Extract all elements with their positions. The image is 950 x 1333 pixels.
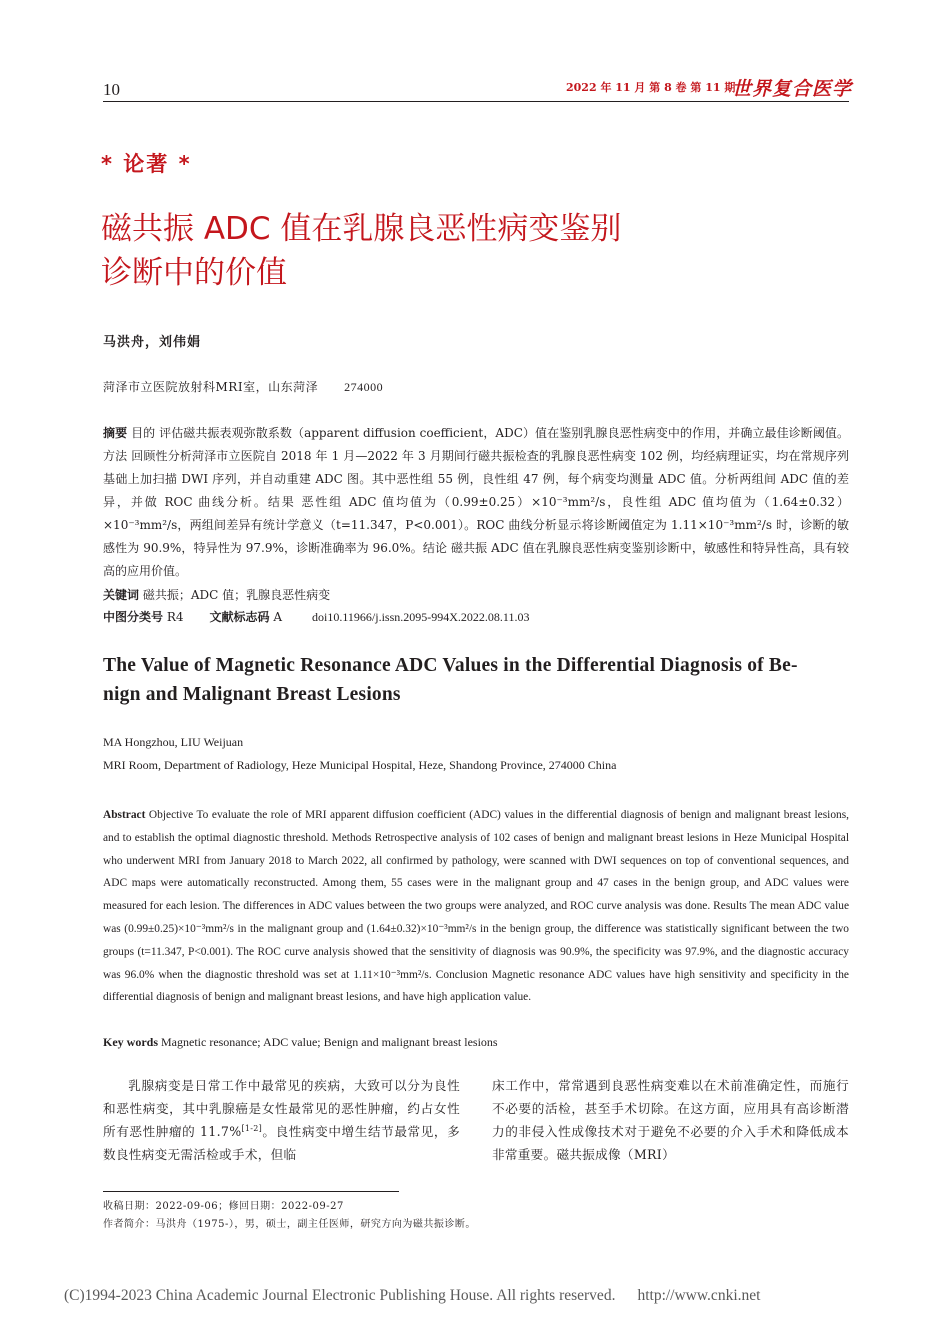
abstract-cn-label: 摘要 [103, 426, 128, 440]
body-column-2: 床工作中，常常遇到良恶性病变难以在术前准确定性，而施行不必要的活检，甚至手术切除。在这方面，应用具有高诊断潜力的非侵入性成像技术对于避免不必要的介入手术和降低成本非常重要。磁共振成像（MRI） [492, 1078, 849, 1162]
copyright-text: (C)1994-2023 China Academic Journal Electronic Publishing House. All rights reserved. [64, 1287, 616, 1304]
footnote-author-bio: 作者简介：马洪舟（1975-），男，硕士，副主任医师，研究方向为磁共振诊断。 [103, 1219, 476, 1230]
postcode: 274000 [344, 380, 384, 394]
doc-code-value: A [273, 610, 283, 624]
body-col1-text-b: 。良性病变中增生结节最常见，多数良性病变无需活检或手术，但临 [103, 1124, 460, 1162]
article-title [101, 207, 821, 295]
affiliation-en: MRI Room, Department of Radiology, Heze Municipal Hospital, Heze, Shandong Province, 274000 China [103, 758, 617, 772]
cnki-link[interactable]: http://www.cnki.net [637, 1287, 761, 1304]
title-line-1: 磁共振 ADC 值在乳腺良恶性病变鉴别 [101, 211, 622, 247]
keywords-en [103, 1031, 849, 1053]
page-number: 10 [103, 80, 120, 99]
keywords-cn [103, 584, 849, 606]
clc-value: R4 [166, 610, 184, 624]
issue-info: 2022 年 11 月 第 8 卷 第 11 期 [566, 81, 736, 94]
title-en [103, 651, 849, 709]
body-col1-text-a: 乳腺病变是日常工作中最常见的疾病，大致可以分为良性和恶性病变，其中乳腺癌是女性最常见的恶性肿瘤，约占女性所有恶性肿瘤的 11.7% [103, 1078, 460, 1139]
footnote-rule [103, 1191, 399, 1192]
footnote-dates: 收稿日期：2022-09-06；修回日期：2022-09-27 [103, 1201, 344, 1212]
header-rule [103, 101, 849, 102]
copyright-notice [64, 1287, 760, 1305]
keywords-en-text: Magnetic resonance; ADC value; Benign and malignant breast lesions [161, 1035, 498, 1049]
keywords-en-label: Key words [103, 1035, 158, 1049]
section-label: * 论著 * [101, 152, 192, 176]
title-line-2: 诊断中的价值 [101, 255, 287, 291]
body-column-1 [103, 1074, 460, 1166]
abstract-en-label: Abstract [103, 809, 146, 821]
authors-cn: 马洪舟，刘伟娟 [103, 335, 202, 350]
journal-logo: 世界复合医学 [732, 78, 853, 100]
abstract-cn-text: 目的 评估磁共振表观弥散系数（apparent diffusion coefficient，ADC）值在鉴别乳腺良恶性病变中的作用，并确立最佳诊断阈值。方法 回顾性分析菏泽市立医院自 2018 年 1 月—2022 年 3 月期间行磁共振检查的乳腺良恶性病变 102 例，均经病理证实，均在常规序列基础上加扫描 DWI 序列，并自动重建 ADC 图。其中恶性组 55 例，良性组 47 例，每个病变均测量 ADC 值。分析两组间 ADC 值的差异，并做 ROC 曲线分析。结果 恶性组 ADC 值均值为（0.99±0.25）×10⁻³mm²/s，良性组 ADC 值均值为（1.64±0.32）×10⁻³mm²/s，两组间差异有统计学意义（t=11.347，P<0.001）。ROC 曲线分析显示将诊断阈值定为 1.11×10⁻³mm²/s 时，诊断的敏感性为 90.9%，特异性为 97.9%，诊断准确率为 96.0%。结论 磁共振 ADC 值在乳腺良恶性病变鉴别诊断中，敏感性和特异性高，具有较高的应用价值。 [103, 426, 849, 578]
doi: doi10.11966/j.issn.2095-994X.2022.08.11.03 [312, 610, 530, 624]
abstract-en-text: Objective To evaluate the role of MRI apparent diffusion coefficient (ADC) values in the differential diagnosis of benign and malignant breast lesions, and to establish the optimal diagnostic threshold. Methods Retrospective analysis of 102 cases of benign and malignant breast lesions in Heze Municipal Hospital who underwent MRI from January 2018 to March 2022, all confirmed by pathology, were scanned with DWI sequences on top of conventional sequences, and ADC maps were automatically reconstructed. Among them, 55 cases were in the malignant group and 47 cases in the benign group, and ADC values were measured for each lesion. The differences in ADC values between the two groups were analyzed, and ROC curve analysis was done. Results The mean ADC value was (0.99±0.25)×10⁻³mm²/s in the malignant group and (1.64±0.32)×10⁻³mm²/s in the benign group, the difference was statistically significant between the two groups (t=11.347, P<0.001). The ROC curve analysis showed that the sensitivity of diagnosis was 90.9%, the specificity was 97.9%, and the diagnostic accuracy was 96.0% when the diagnostic threshold was set at 1.11×10⁻³mm²/s. Conclusion Magnetic resonance ADC values have high sensitivity and specificity in the differential diagnosis of benign and malignant breast lesions, and have high application value. [103, 809, 849, 1004]
abstract-en [103, 804, 849, 1009]
classification-line [103, 606, 849, 628]
title-en-line-1: The Value of Magnetic Resonance ADC Values in the Differential Diagnosis of Be- [103, 655, 798, 676]
affiliation-cn [103, 378, 383, 395]
keywords-cn-text: 磁共振；ADC 值；乳腺良恶性病变 [142, 588, 331, 602]
doc-code-label: 文献标志码 [209, 610, 270, 624]
affiliation-cn-text: 菏泽市立医院放射科MRI室，山东菏泽 [103, 380, 319, 394]
title-en-line-2: nign and Malignant Breast Lesions [103, 684, 401, 705]
clc-label: 中图分类号 [103, 610, 164, 624]
authors-en: MA Hongzhou, LIU Weijuan [103, 735, 244, 749]
keywords-cn-label: 关键词 [103, 588, 140, 602]
abstract-cn [103, 422, 849, 583]
citation: [1-2] [241, 1123, 263, 1133]
